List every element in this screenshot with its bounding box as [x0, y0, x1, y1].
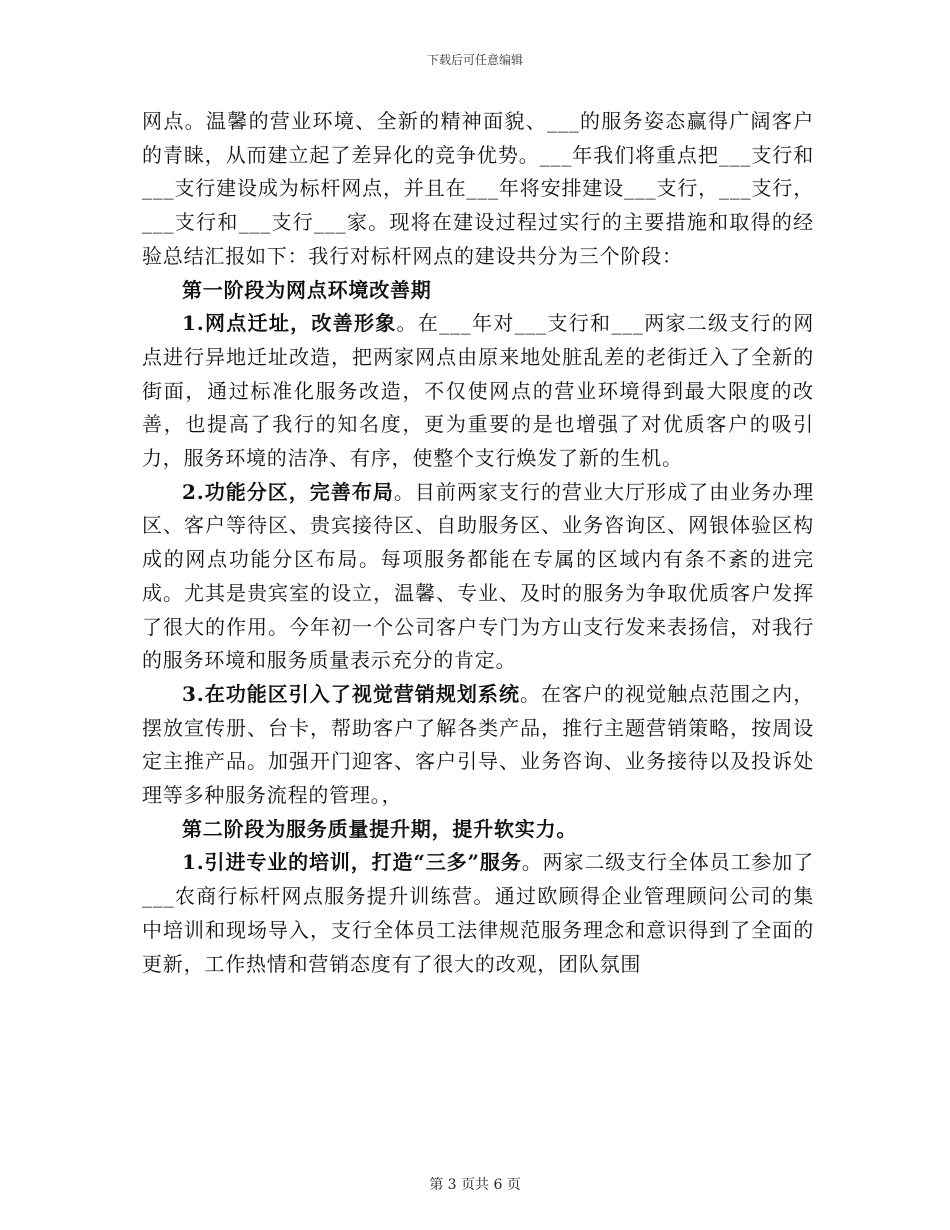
paragraph-training: [142, 846, 814, 981]
paragraph-text: 。在客户的视觉触点范围之内，摆放宣传册、台卡，帮助客户了解各类产品，推行主题营销策略，按周设定主推产品。加强开门迎客、客户引导、业务咨询、业务接待以及投诉处理等多种服务流程的管理。，: [142, 681, 814, 808]
paragraph-intro: [142, 105, 814, 274]
page-header: 下载后可任意编辑: [426, 53, 523, 67]
paragraph-zoning: [142, 476, 814, 678]
paragraph-lead: 1.网点迁址，改善形象: [182, 311, 397, 336]
paragraph-text: 。两家二级支行全体员工参加了___农商行标杆网点服务提升训练营。通过欧顾得企业管理顾问公司的集中培训和现场导入，支行全体员工法律规范服务理念和意识得到了全面的更新，工作热情和营销态度有了很大的改观，团队氛围: [142, 850, 814, 976]
paragraph-relocation: [142, 307, 814, 476]
paragraph-lead: 3.在功能区引入了视觉营销规划系统: [182, 681, 520, 706]
section-heading-phase-1: 第一阶段为网点环境改善期: [182, 277, 432, 302]
paragraph-lead: 1.引进专业的培训，打造“三多”服务: [182, 850, 522, 875]
paragraph-text: 网点。温馨的营业环境、全新的精神面貌、___的服务姿态赢得广阔客户的青睐，从而建立起了差异化的竞争优势。___年我们将重点把___支行和___支行建设成为标杆网点，并且在___年将安排建设___支行，___支行，___支行和___支行___家。现将在建设过程过实行的主要措施和取得的经验总结汇报如下：我行对标杆网点的建设共分为三个阶段：: [142, 109, 814, 268]
page-footer: 第 3 页共 6 页: [429, 1177, 521, 1193]
document-body: [142, 105, 814, 981]
paragraph-text: 。目前两家支行的营业大厅形成了由业务办理区、客户等待区、贵宾接待区、自助服务区、业务咨询区、网银体验区构成的网点功能分区布局。每项服务都能在专属的区域内有条不紊的进完成。尤其是贵宾室的设立，温馨、专业、及时的服务为争取优质客户发挥了很大的作用。今年初一个公司客户专门为方山支行发来表扬信，对我行的服务环境和服务质量表示充分的肯定。: [142, 479, 814, 673]
section-heading-phase-2: 第二阶段为服务质量提升期，提升软实力。: [182, 816, 578, 841]
paragraph-lead: 2.功能分区，完善布局: [182, 479, 394, 504]
paragraph-text: 。在___年对___支行和___两家二级支行的网点进行异地迁址改造，把两家网点由原来地处脏乱差的老街迁入了全新的街面，通过标准化服务改造，不仅使网点的营业环境得到最大限度的改善，也提高了我行的知名度，更为重要的是也增强了对优质客户的吸引力，服务环境的洁净、有序，使整个支行焕发了新的生机。: [142, 311, 815, 471]
paragraph-visual-marketing: [142, 678, 814, 813]
